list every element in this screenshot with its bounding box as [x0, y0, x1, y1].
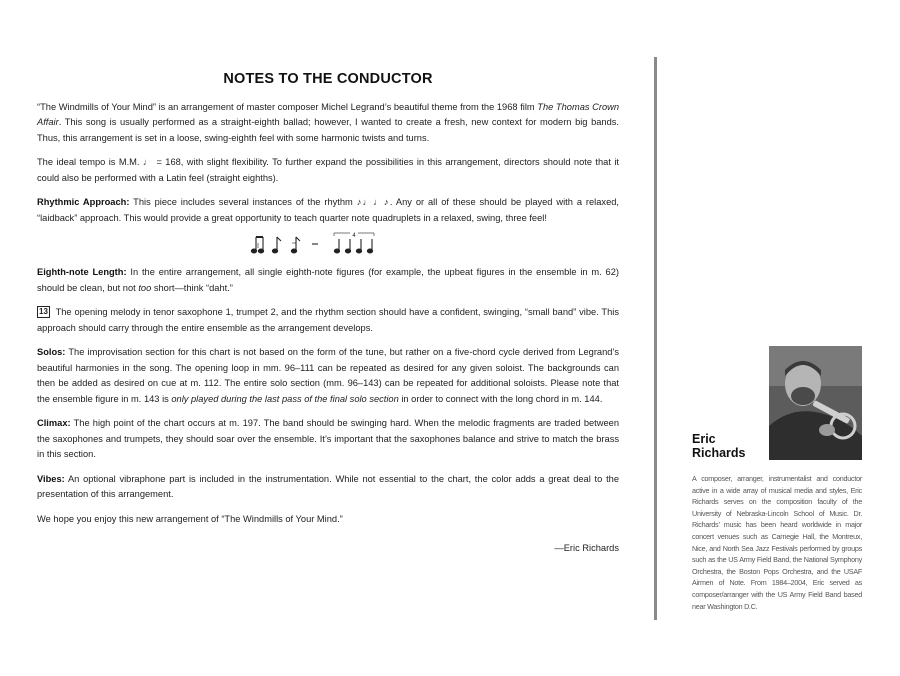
rhythmic-approach-label: Rhythmic Approach:	[37, 197, 130, 207]
eighth-note-paragraph	[37, 265, 619, 296]
conductor-notes	[37, 72, 619, 557]
column-divider	[654, 57, 657, 620]
tuplet-number: 4	[352, 233, 356, 239]
vibes-text: An optional vibraphone part is included in the instrumentation. While not essential to the chart, the color adds a great deal to the presentation of this arrangement.	[37, 473, 619, 499]
climax-paragraph	[37, 416, 619, 463]
bio-first-name: Eric	[692, 432, 716, 446]
rhythmic-text-b: . Any or all of these should be played with a relaxed, “laidback” approach. This would provide a great opportunity to teach quarter note quadruplets in a relaxed, swing, three feel!	[37, 197, 619, 223]
climax-label: Climax:	[37, 418, 71, 428]
intro-text-a: “The Windmills of Your Mind” is an arrangement of master composer Michel Legrand’s beautiful theme from the 1968 film	[37, 101, 538, 112]
rhythm-notation-icon	[248, 231, 408, 257]
rhythmic-approach-paragraph	[37, 195, 619, 226]
author-portrait-icon	[769, 346, 862, 460]
bio-name	[692, 432, 746, 460]
vibes-label: Vibes:	[37, 473, 65, 484]
tempo-paragraph	[37, 155, 619, 186]
page-title: NOTES TO THE CONDUCTOR	[223, 71, 433, 87]
eighth-note-label: Eighth-note Length:	[37, 267, 127, 277]
eighth-text-em: too	[138, 282, 152, 293]
rhythm-notation	[37, 231, 619, 257]
bio-last-name: Richards	[692, 446, 746, 460]
climax-text: The high point of the chart occurs at m. 197. The band should be swinging hard. When the melodic fragments are traded between the saxophones and trumpets, they should soar over the ensemble. It’s important that the saxophones balance and strive to match the brass in this section.	[37, 418, 619, 459]
eighth-text-b: short—think “daht.”	[151, 282, 233, 293]
solos-text-a: The improvisation section for this chart is not based on the form of the tune, but rather on a five-chord cycle derived from Legrand’s beautiful harmonies in the song. The opening loop in mm. 96–111 can be repeated as desired for any given soloist. The backgrounds can then be added as desired on cue at m. 112. The entire solo section (mm. 96–143) can be repeated for additional soloists. Please note that the ensemble figure in m. 143 is	[37, 347, 619, 404]
solos-paragraph	[37, 345, 619, 407]
rehearsal-text: The opening melody in tenor saxophone 1, trumpet 2, and the rhythm section should have a confident, swinging, “small band” vibe. This approach should carry through the entire ensemble as the arrangement develops.	[37, 307, 619, 333]
rhythm-figure-icon: ♪♩♩♪	[356, 197, 390, 207]
quarter-note-icon: ♩	[142, 157, 154, 167]
solos-text-em: only played during the last pass of the final solo section	[171, 393, 399, 404]
solos-text-b: in order to connect with the long chord in m. 144.	[398, 393, 603, 404]
rehearsal-paragraph	[37, 305, 619, 336]
eighth-text-a: In the entire arrangement, all single eighth-note figures (for example, the upbeat figures in the ensemble in m. 62) should be clean, but not	[37, 267, 619, 293]
film-title: The Thomas Crown Affair	[37, 101, 619, 127]
solos-label: Solos:	[37, 347, 66, 357]
rhythmic-text-a: This piece includes several instances of the rhythm	[129, 197, 357, 207]
signature: —Eric Richards	[554, 543, 619, 553]
rehearsal-mark: 13	[39, 307, 48, 316]
tempo-text-b: = 168, with slight flexibility. To further expand the possibilities in this arrangement, directors should note that it could also be performed with a Latin feel (straight eighths).	[37, 157, 619, 183]
vibes-paragraph	[37, 472, 619, 503]
tempo-text-a: The ideal tempo is M.M.	[37, 157, 143, 167]
author-photo	[769, 346, 862, 460]
closing-paragraph: We hope you enjoy this new arrangement of “The Windmills of Your Mind.”	[37, 513, 343, 524]
intro-paragraph	[37, 100, 619, 147]
intro-text-b: . This song is usually performed as a straight-eighth ballad; however, I wanted to create a fresh, new context for modern big bands. Thus, this arrangement is set in a loose, swing-eighth feel with some harmonic twists and turns.	[37, 117, 619, 143]
bio-text: A composer, arranger, instrumentalist and conductor active in a wide array of musical media and styles, Eric Richards serves on the composition faculty of the University of Nebraska-Lincoln School of Music. Dr. Richards’ music has been heard worldwide in major concert venues such as Carnegie Hall, the Montreux, Nice, and North Sea Jazz Festivals performed by groups such as the US Army Field Band, the National Symphony Orchestra, the Boston Pops Orchestra, and the USAF Airmen of Note. From 1984–2004, Eric served as composer/arranger with the US Army Field Band based near Washington D.C.	[692, 474, 862, 611]
